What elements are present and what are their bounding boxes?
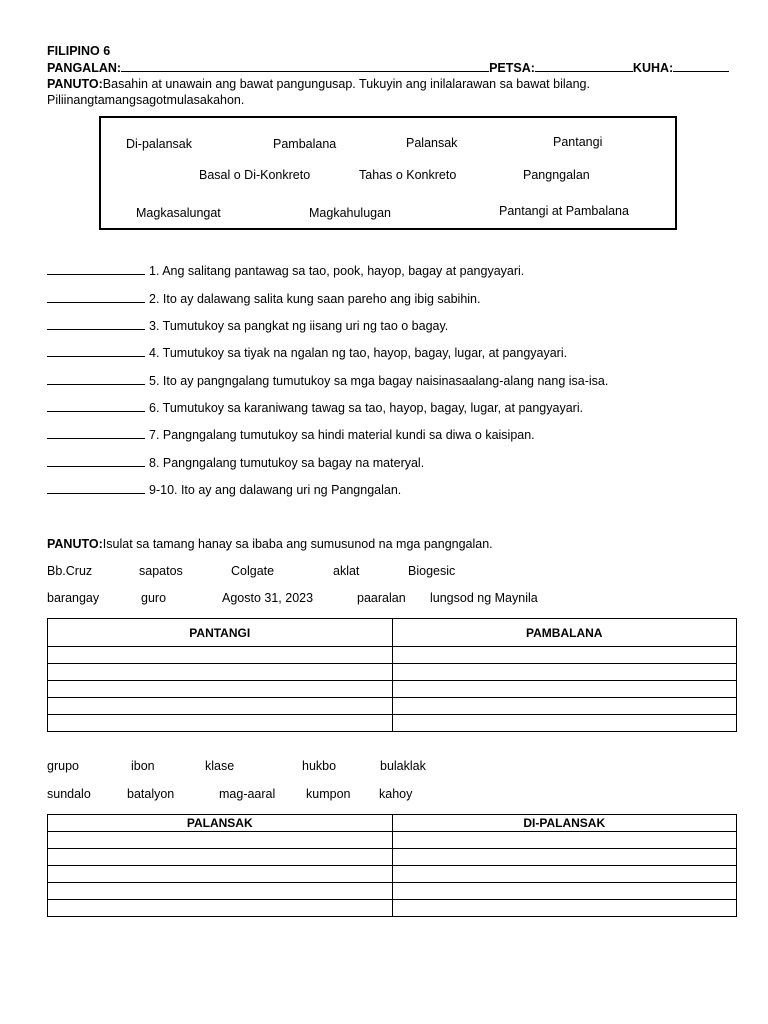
date-label: PETSA: <box>489 61 535 75</box>
date-blank[interactable] <box>535 60 633 72</box>
word-item: Bb.Cruz <box>47 564 93 578</box>
word-box-item: Magkasalungat <box>136 206 221 220</box>
table-cell[interactable] <box>48 900 393 917</box>
table-header-pambalana: PAMBALANA <box>392 619 737 647</box>
directions-1-text2: Piliinangtamangsagotmulasakahon. <box>47 93 245 107</box>
answer-blank[interactable] <box>47 482 145 494</box>
word-item: paaralan <box>357 591 406 605</box>
word-box-item: Basal o Di-Konkreto <box>199 168 311 182</box>
word-box <box>99 116 677 230</box>
table-cell[interactable] <box>392 866 737 883</box>
directions-1-text: Basahin at unawain ang bawat pangungusap. Tukuyin ang inilalarawan sa bawat bilang. <box>102 77 590 91</box>
name-blank[interactable] <box>121 60 489 72</box>
word-item: kahoy <box>379 787 413 801</box>
word-box-item: Di-palansak <box>126 137 193 151</box>
directions-2-label: PANUTO: <box>47 537 103 551</box>
word-item: aklat <box>333 564 360 578</box>
table-cell[interactable] <box>48 849 393 866</box>
word-item: Colgate <box>231 564 275 578</box>
word-box-item: Palansak <box>406 136 458 150</box>
name-label: PANGALAN: <box>47 61 122 75</box>
table-header-palansak: PALANSAK <box>48 815 393 832</box>
answer-blank[interactable] <box>47 400 145 412</box>
word-item: guro <box>141 591 167 605</box>
table-cell[interactable] <box>392 900 737 917</box>
directions-2 <box>47 537 493 552</box>
table-cell[interactable] <box>48 681 393 698</box>
table-row <box>48 715 737 732</box>
classification-table-palansak-dipalansak <box>47 814 737 917</box>
table-row <box>48 849 737 866</box>
question-item: 9-10. Ito ay ang dalawang uri ng Pangngalan. <box>47 482 401 497</box>
answer-blank[interactable] <box>47 318 145 330</box>
word-item: batalyon <box>127 787 175 801</box>
directions-1-label: PANUTO: <box>47 77 103 91</box>
table-cell[interactable] <box>48 715 393 732</box>
word-item: ibon <box>131 759 155 773</box>
word-item: sundalo <box>47 787 91 801</box>
word-item: lungsod ng Maynila <box>430 591 538 605</box>
table-cell[interactable] <box>48 698 393 715</box>
table-cell[interactable] <box>48 664 393 681</box>
classification-table-pantangi-pambalana <box>47 618 737 732</box>
directions-2-text: Isulat sa tamang hanay sa ibaba ang sumusunod na mga pangngalan. <box>102 537 493 551</box>
directions-1 <box>47 77 590 92</box>
question-item: 1. Ang salitang pantawag sa tao, pook, hayop, bagay at pangyayari. <box>47 263 524 278</box>
word-box-item: Pambalana <box>273 137 337 151</box>
table-row <box>48 883 737 900</box>
table-row <box>48 681 737 698</box>
table-cell[interactable] <box>392 664 737 681</box>
answer-blank[interactable] <box>47 373 145 385</box>
table-cell[interactable] <box>392 647 737 664</box>
word-box-item: Tahas o Konkreto <box>359 168 457 182</box>
answer-blank[interactable] <box>47 455 145 467</box>
table-cell[interactable] <box>392 849 737 866</box>
word-item: grupo <box>47 759 79 773</box>
table-cell[interactable] <box>392 698 737 715</box>
table-header-pantangi: PANTANGI <box>48 619 393 647</box>
question-item: 6. Tumutukoy sa karaniwang tawag sa tao, hayop, bagay, lugar, at pangyayari. <box>47 400 583 415</box>
answer-blank[interactable] <box>47 291 145 303</box>
word-box-item: Pantangi at Pambalana <box>499 204 629 218</box>
table-cell[interactable] <box>392 832 737 849</box>
answer-blank[interactable] <box>47 263 145 275</box>
word-item: klase <box>205 759 235 773</box>
table-cell[interactable] <box>392 883 737 900</box>
table-row <box>48 832 737 849</box>
table-row <box>48 698 737 715</box>
word-item: barangay <box>47 591 100 605</box>
table-row <box>48 647 737 664</box>
question-item: 4. Tumutukoy sa tiyak na ngalan ng tao, hayop, bagay, lugar, at pangyayari. <box>47 345 567 360</box>
word-item: Agosto 31, 2023 <box>222 591 314 605</box>
word-item: mag-aaral <box>219 787 276 801</box>
table-cell[interactable] <box>392 681 737 698</box>
answer-blank[interactable] <box>47 427 145 439</box>
table-cell[interactable] <box>48 647 393 664</box>
word-item: hukbo <box>302 759 337 773</box>
table-header-dipalansak: DI-PALANSAK <box>392 815 737 832</box>
word-box-item: Pangngalan <box>523 168 590 182</box>
table-cell[interactable] <box>48 832 393 849</box>
answer-blank[interactable] <box>47 345 145 357</box>
word-item: Biogesic <box>408 564 456 578</box>
word-box-item: Magkahulugan <box>309 206 392 220</box>
table-row <box>48 664 737 681</box>
table-cell[interactable] <box>48 866 393 883</box>
question-item: 2. Ito ay dalawang salita kung saan pareho ang ibig sabihin. <box>47 291 480 306</box>
score-blank[interactable] <box>673 60 729 72</box>
question-item: 7. Pangngalang tumutukoy sa hindi material kundi sa diwa o kaisipan. <box>47 427 535 442</box>
table-row <box>48 866 737 883</box>
word-box-item: Pantangi <box>553 135 603 149</box>
question-item: 5. Ito ay pangngalang tumutukoy sa mga bagay naisinasaalang-alang nang isa-isa. <box>47 373 608 388</box>
subject-title: FILIPINO 6 <box>47 44 111 58</box>
table-cell[interactable] <box>392 715 737 732</box>
word-item: sapatos <box>139 564 183 578</box>
table-row <box>48 900 737 917</box>
word-item: kumpon <box>306 787 351 801</box>
word-item: bulaklak <box>380 759 426 773</box>
table-cell[interactable] <box>48 883 393 900</box>
question-item: 3. Tumutukoy sa pangkat ng iisang uri ng tao o bagay. <box>47 318 448 333</box>
header-line <box>47 60 729 76</box>
question-item: 8. Pangngalang tumutukoy sa bagay na materyal. <box>47 455 424 470</box>
score-label: KUHA: <box>632 61 674 75</box>
